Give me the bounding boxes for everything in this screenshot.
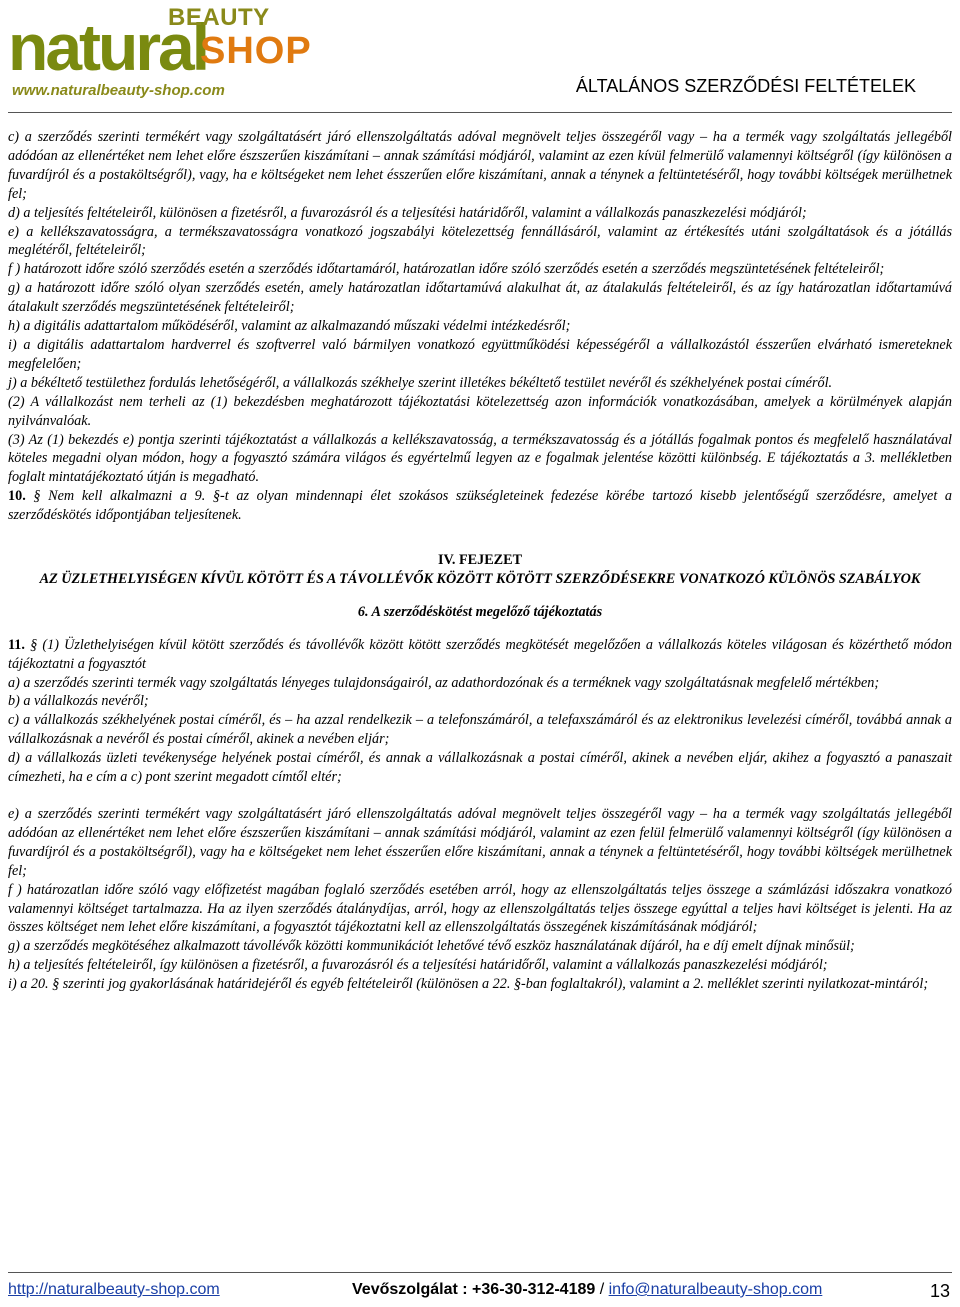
clause-j: j) a békéltető testülethez fordulás lehetőségéről, a vállalkozás székhelye szerint illetékes békéltető testület nevéről és székhelyének postai címéről. bbox=[8, 374, 833, 391]
paragraph-2: (2) A vállalkozást nem terheli az (1) bekezdésben meghatározott tájékoztatási kötelezettség azon információk vonatkozásában, amelyek a körülmények alapján nyilvánvalóak. bbox=[8, 393, 952, 429]
logo-url-text: www.naturalbeauty-shop.com bbox=[12, 82, 225, 99]
section-11-text: § (1) Üzlethelyiségen kívül kötött szerződés és távollévők között kötött szerződés megkötését megelőzően a vállalkozás köteles világosan és közérthető módon tájékoztatni a fogyasztót bbox=[8, 636, 952, 672]
clause-d: d) a teljesítés feltételeiről, különösen a fizetésről, a fuvarozásról és a teljesítési határidőről, valamint a vállalkozás panaszkezelési módjáról; bbox=[8, 204, 807, 221]
document-title: ÁLTALÁNOS SZERZŐDÉSI FELTÉTELEK bbox=[575, 76, 916, 96]
item-d: d) a vállalkozás üzleti tevékenysége helyének postai címéről, és annak a vállalkozásnak a postai címéről, akinek a nevében eljár, akihez a fogyasztó a panaszait címezheti, ha e cím a c) pont szerint megadott címtől eltér; bbox=[8, 750, 952, 786]
clause-f: f ) határozott időre szóló szerződés esetén a szerződés időtartamáról, határozatlan időre szóló szerződés esetén a szerződés megszüntetésének feltételeiről; bbox=[8, 261, 885, 278]
document-body bbox=[8, 128, 952, 994]
header-divider bbox=[8, 112, 952, 113]
footer-website-link[interactable]: http://naturalbeauty-shop.com bbox=[8, 1281, 220, 1298]
item-c: c) a vállalkozás székhelyének postai címéről, és – ha azzal rendelkezik – a telefonszámáról, a telefaxszámáról és az elektronikus levelezési címéről, továbbá annak a vállalkozásnak a nevéről és postai címéről, akinek a nevében eljár; bbox=[8, 712, 952, 748]
section-11 bbox=[8, 636, 952, 674]
chapter-heading: IV. FEJEZET bbox=[437, 552, 523, 569]
logo-shop-text: SHOP bbox=[200, 30, 312, 72]
clause-i: i) a digitális adattartalom hardverrel és szoftverrel való bármilyen vonatkozó együttműködési képességéről a vállalkozástól ésszerűen elvárható ismereteknek megfelelően; bbox=[8, 336, 952, 372]
item-a: a) a szerződés szerinti termék vagy szolgáltatás lényeges tulajdonságairól, az adathordozónak és a terméknek vagy szolgáltatásnak megfelelő mértékben; bbox=[8, 674, 880, 691]
service-email-link[interactable]: info@naturalbeauty-shop.com bbox=[608, 1281, 823, 1298]
section-10 bbox=[8, 487, 952, 525]
footer-divider bbox=[8, 1272, 952, 1273]
item-g: g) a szerződés megkötéséhez alkalmazott távollévők közötti kommunikációt lehetővé tévő eszköz használatának díjáról, ha e díj emelt díjnak minősül; bbox=[8, 938, 855, 955]
item-e: e) a szerződés szerinti termékért vagy szolgáltatásért járó ellenszolgáltatás adóval megnövelt teljes összegéről vagy – ha a termék vagy szolgáltatás jellegéből adódóan az ellenértéket nem lehet előre észszerűen kiszámítani – annak számítási módjáról, valamint az ezen felül felmerülő valamennyi költségről (így különösen a fuvardíjról és a postaköltségről), vagy ha e költségeket nem lehet ésszerűen előre kiszámítani, annak a ténynek a feltüntetéséről, hogy további költségek merülhetnek fel; bbox=[8, 806, 952, 879]
item-i: i) a 20. § szerinti jog gyakorlásának határidejéről és egyéb feltételeiről (különösen a 22. §-ban foglaltakról), valamint a 2. melléklet szerinti nyilatkozat-mintáról; bbox=[8, 976, 929, 993]
paragraph-3: (3) Az (1) bekezdés e) pontja szerinti tájékoztatást a vállalkozás a kellékszavatosság, a termékszavatosság és a jótállás fogalmak pontos és megfelelő használatával köteles megadni olyan módon, hogy a fogyasztó számára világos és egyértelmű legyen az e fogalmak jelentése közötti különbség. E tájékoztatás a 3. mellékletben foglalt mintatájékoztató útján is megadható. bbox=[8, 431, 952, 486]
item-f: f ) határozatlan időre szóló vagy előfizetést magában foglaló szerződés esetében arról, hogy az ellenszolgáltatás teljes összege a számlázási időszakra vonatkozó valamennyi költséget tartalmazza. Ha az ilyen szerződés átalánydíjas, arról, hogy az ellenszolgáltatás teljes összege egyúttal a teljes havi költséget is jelenti. Ha az összes költséget nem lehet előre kiszámítani, a fogyasztót tájékoztatni kell az ellenszolgáltatás összegének kiszámításának módjáról; bbox=[8, 881, 952, 936]
service-phone: +36-30-312-4189 bbox=[472, 1281, 596, 1298]
footer-customer-service bbox=[352, 1281, 822, 1299]
blank-line bbox=[8, 787, 952, 805]
clause-h: h) a digitális adattartalom működéséről, valamint az alkalmazandó műszaki védelmi intézkedésről; bbox=[8, 318, 571, 335]
page-number: 13 bbox=[929, 1281, 950, 1301]
page-header bbox=[0, 0, 960, 118]
section-10-text: § Nem kell alkalmazni a 9. §-t az olyan mindennapi élet szokásos szükségleteinek fedezése körébe tartozó kisebb jelentőségű szerződésre, amelyet a szerződéskötés időpontjában teljesítenek. bbox=[8, 488, 953, 524]
item-h: h) a teljesítés feltételeiről, így különösen a fizetésről, a fuvarozásról és a teljesítési határidőről, valamint a vállalkozás panaszkezelési módjáról; bbox=[8, 957, 828, 974]
page-footer bbox=[8, 1272, 952, 1306]
logo-beauty-text: BEAUTY bbox=[168, 4, 270, 31]
clause-g: g) a határozott időre szóló olyan szerződés esetén, amely határozatlan időtartamúvá alakulhat át, az átalakulás feltételeiről, és az így határozatlan időtartamúvá átalakult szerződés megszüntetésének feltételeiről; bbox=[8, 280, 952, 316]
clause-c: c) a szerződés szerinti termékért vagy szolgáltatásért járó ellenszolgáltatás adóval megnövelt teljes összegéről vagy – ha a termék vagy szolgáltatás jellegéből adódóan az ellenértéket nem lehet előre észszerűen kiszámítani – annak számítási módjáról, valamint az ezen kívül felmerülő valamennyi költségről (így különösen a fuvardíjról és a postaköltségről), vagy, ha e költségeket nem lehet ésszerűen előre kiszámítani, annak a ténynek a feltüntetéséről, hogy további költségek merülhetnek fel; bbox=[8, 129, 952, 202]
item-b: b) a vállalkozás nevéről; bbox=[8, 693, 149, 710]
section-11-number: 11. bbox=[8, 636, 25, 653]
clause-e: e) a kellékszavatosságra, a termékszavatosságra vonatkozó jogszabályi kötelezettség fennállásáról, valamint az értékesítés utáni szolgáltatások és a jótállás meglétéről, feltételeiről; bbox=[8, 223, 952, 259]
section-heading: 6. A szerződéskötést megelőző tájékoztatás bbox=[357, 603, 603, 620]
chapter-title: AZ ÜZLETHELYISÉGEN KÍVÜL KÖTÖTT ÉS A TÁVOLLÉVŐK KÖZÖTT KÖTÖTT SZERZŐDÉSEKRE VONATKOZÓ KÜLÖNÖS SZABÁLYOK bbox=[39, 570, 921, 587]
logo-natural-text: natural bbox=[8, 10, 208, 84]
section-10-number: 10. bbox=[8, 488, 26, 505]
service-label: Vevőszolgálat : bbox=[352, 1281, 468, 1298]
service-separator: / bbox=[599, 1281, 605, 1298]
naturalbeauty-shop-logo[interactable] bbox=[8, 4, 312, 104]
